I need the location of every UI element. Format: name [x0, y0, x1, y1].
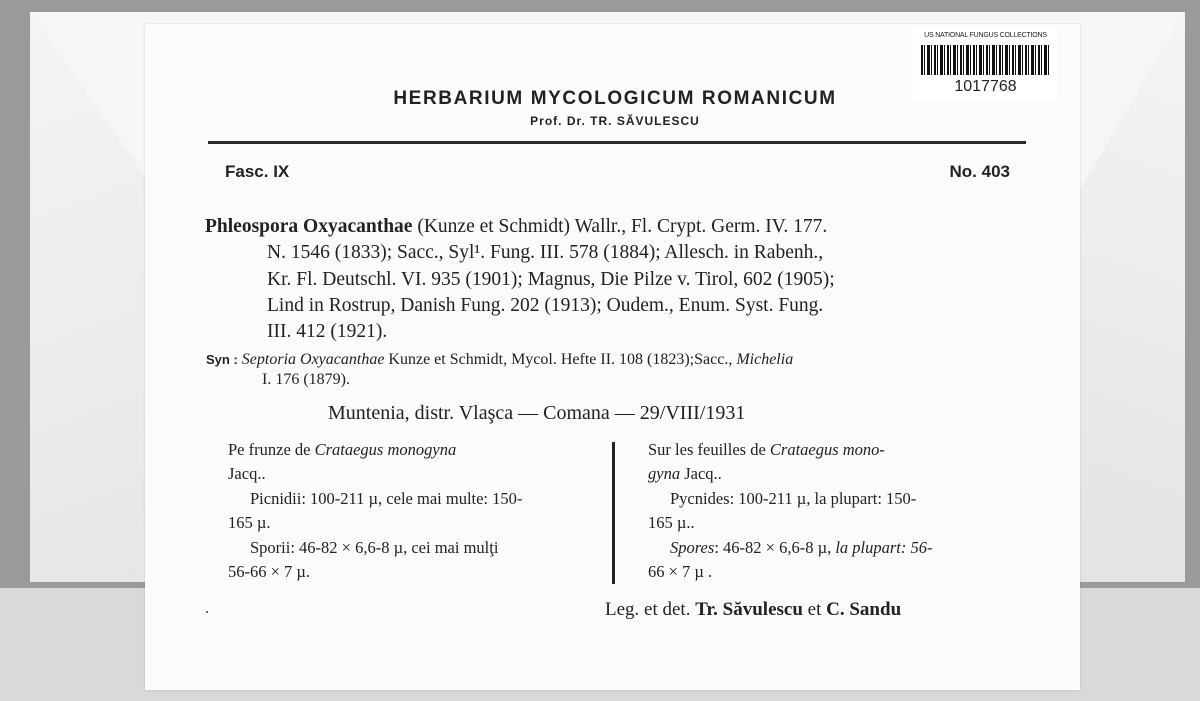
specimen-number: No. 403 [949, 162, 1010, 181]
barcode-number: 1017768 [954, 78, 1017, 95]
description-text: Sur les feuilles de [648, 440, 770, 459]
herbarium-subtitle: Prof. Dr. TR. SĂVULESCU [530, 114, 700, 128]
description-line: Sporii: 46-82 × 6,6-8 µ, cei mai mulţi [250, 537, 499, 557]
description-line: Picnidii: 100-211 µ, cele mai multe: 150- [250, 488, 523, 508]
description-line [648, 462, 1010, 486]
herbarium-title: HERBARIUM MYCOLOGICUM ROMANICUM [393, 88, 837, 109]
description-text: : 46-82 × 6,6-8 µ, [714, 537, 836, 557]
description-line: 66 × 7 µ . [648, 562, 713, 582]
synonym-line [206, 350, 1028, 370]
citation-line [205, 214, 1027, 240]
citation-line: III. 412 (1921). [267, 321, 388, 343]
citation-line: Kr. Fl. Deutschl. VI. 935 (1901); Magnus, Die Pilze v. Tirol, 602 (1905); [267, 268, 835, 290]
description-line: 56-66 × 7 µ. [228, 562, 311, 582]
description-text: Pe frunze de [228, 440, 315, 459]
synonym-journal: Michelia [736, 351, 794, 368]
collector-joiner: et [802, 599, 827, 620]
collector-line [605, 599, 1025, 621]
synonym-label: Syn : [206, 352, 238, 367]
species-citation [205, 214, 1027, 345]
collector-name: Tr. Săvulescu [695, 599, 803, 620]
citation-line: Lind in Rostrup, Danish Fung. 202 (1913); Oudem., Enum. Syst. Fung. [267, 294, 824, 316]
host-name: Crataegus monogyna [314, 440, 457, 459]
description-line [648, 536, 1010, 560]
description-line: 165 µ.. [648, 513, 695, 533]
description-text: Jacq.. [680, 464, 722, 484]
description-line [648, 438, 1010, 462]
synonym-citation [206, 350, 1028, 390]
fascicle: Fasc. IX [225, 162, 290, 181]
synonym-name: Septoria Oxyacanthae [241, 351, 385, 368]
column-divider [612, 442, 615, 584]
barcode-caption: US NATIONAL FUNGUS COLLECTIONS [924, 32, 1047, 39]
description-line: Jacq.. [228, 464, 266, 484]
stray-mark: . [205, 600, 209, 617]
barcode-icon [921, 45, 1051, 75]
citation-line: N. 1546 (1833); Sacc., Syl¹. Fung. III. 578 (1884); Allesch. in Rabenh., [267, 242, 824, 264]
host-name: gyna [648, 464, 681, 484]
description-line: 165 µ. [228, 513, 271, 533]
host-name: Crataegus mono- [769, 440, 885, 459]
description-line [228, 438, 590, 462]
header-rule [208, 141, 1026, 144]
description-romanian [228, 438, 590, 584]
description-text: la plupart: 56- [835, 537, 933, 557]
synonym-line: I. 176 (1879). [262, 371, 350, 388]
species-name: Phleospora Oxyacanthae [205, 216, 413, 237]
citation-text: (Kunze et Schmidt) Wallr., Fl. Crypt. Germ. IV. 177. [412, 216, 828, 237]
description-line: Pycnides: 100-211 µ, la plupart: 150- [670, 488, 917, 508]
spores-label: Spores [670, 537, 715, 557]
description-french [648, 438, 1010, 584]
collector-name: C. Sandu [826, 599, 902, 620]
synonym-text: Kunze et Schmidt, Mycol. Hefte II. 108 (1823);Sacc., [384, 351, 737, 368]
locality: Muntenia, distr. Vlaşca — Comana — 29/VIII/1931 [328, 402, 746, 424]
collector-prefix: Leg. et det. [605, 599, 696, 620]
